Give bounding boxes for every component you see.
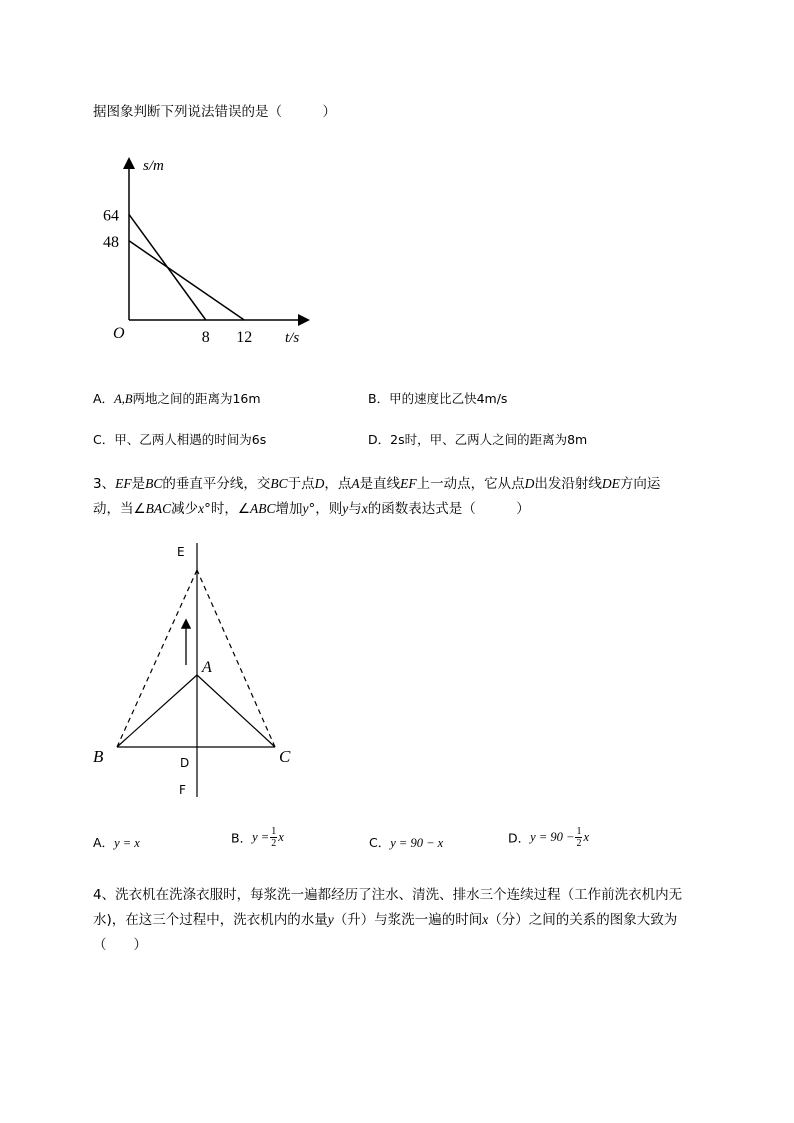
q2-question: 据图象判断下列说法错误的是（ ）	[93, 104, 336, 120]
option-expr: y = 90 − x	[390, 836, 444, 850]
fraction: $\frac{1}{2}$	[576, 826, 582, 849]
q2-option-d[interactable]	[368, 430, 587, 448]
q4-line-3: （ ）	[93, 937, 147, 953]
option-text: 甲的速度比乙快4m/s	[389, 391, 508, 406]
y-tick-label: 48	[103, 233, 119, 251]
side-ab	[117, 675, 197, 747]
q3-option-b[interactable]	[231, 826, 284, 849]
option-prefix: C．	[93, 432, 115, 447]
label-f: F	[179, 783, 186, 797]
q3-figure	[85, 535, 315, 805]
series-line-2	[129, 241, 244, 320]
option-expr: y = x	[114, 836, 140, 850]
option-prefix: C．	[369, 835, 391, 850]
side-ac	[197, 675, 275, 747]
origin-label: O	[113, 325, 125, 342]
q4-line-1: 4、洗衣机在洗涤衣服时，每浆洗一遍都经历了注水、清洗、排水三个连续过程（工作前洗衣机内无	[93, 887, 683, 903]
label-a: A	[202, 659, 212, 676]
q3-option-d[interactable]	[508, 826, 589, 849]
option-text: 甲、乙两人相遇的时间为6s	[114, 432, 267, 447]
dashed-be	[117, 570, 197, 747]
q2-option-a[interactable]	[93, 389, 261, 407]
x-tick-label: 12	[236, 329, 253, 346]
option-rhs: x	[278, 830, 284, 844]
label-d: D	[180, 756, 190, 770]
option-rhs: x	[583, 830, 589, 844]
label-b: B	[93, 747, 104, 766]
q3-line-1: 3、EF是BC的垂直平分线，交BC于点D，点A是直线EF上一动点，它从点D出发沿射线DE方向运	[93, 476, 661, 492]
label-e: E	[177, 545, 185, 559]
q4-line-2: 水)，在这三个过程中，洗衣机内的水量y（升）与浆洗一遍的时间x（分）之间的关系的图象大致为	[93, 912, 678, 928]
option-prefix: A．	[93, 835, 115, 850]
option-lhs: y =	[252, 830, 270, 844]
label-c: C	[279, 747, 291, 766]
option-text: 两地之间的距离为16m	[132, 391, 261, 406]
option-prefix: B．	[231, 830, 253, 846]
q3-line-2: 动，当∠BAC减少x°时，∠ABC增加y°，则y与x的函数表达式是（ ）	[93, 501, 530, 517]
q2-option-b[interactable]	[368, 389, 507, 407]
q3-option-c[interactable]	[369, 833, 443, 851]
x-tick-label: 8	[201, 329, 210, 346]
option-italic: A,B	[114, 392, 133, 406]
option-prefix: A．	[93, 391, 115, 406]
option-text: 2s时，甲、乙两人之间的距离为8m	[390, 432, 588, 447]
q2-graph	[95, 150, 325, 355]
option-prefix: D．	[508, 830, 531, 846]
option-prefix: D．	[368, 432, 391, 447]
option-prefix: B．	[368, 391, 390, 406]
option-lhs: y = 90 −	[530, 830, 575, 844]
q3-option-a[interactable]	[93, 833, 140, 851]
q2-option-c[interactable]	[93, 430, 266, 448]
y-tick-label: 64	[103, 207, 119, 225]
fraction: $\frac{1}{2}$	[271, 826, 277, 849]
y-axis-label: s/m	[143, 158, 164, 174]
x-axis-label: t/s	[285, 330, 300, 346]
